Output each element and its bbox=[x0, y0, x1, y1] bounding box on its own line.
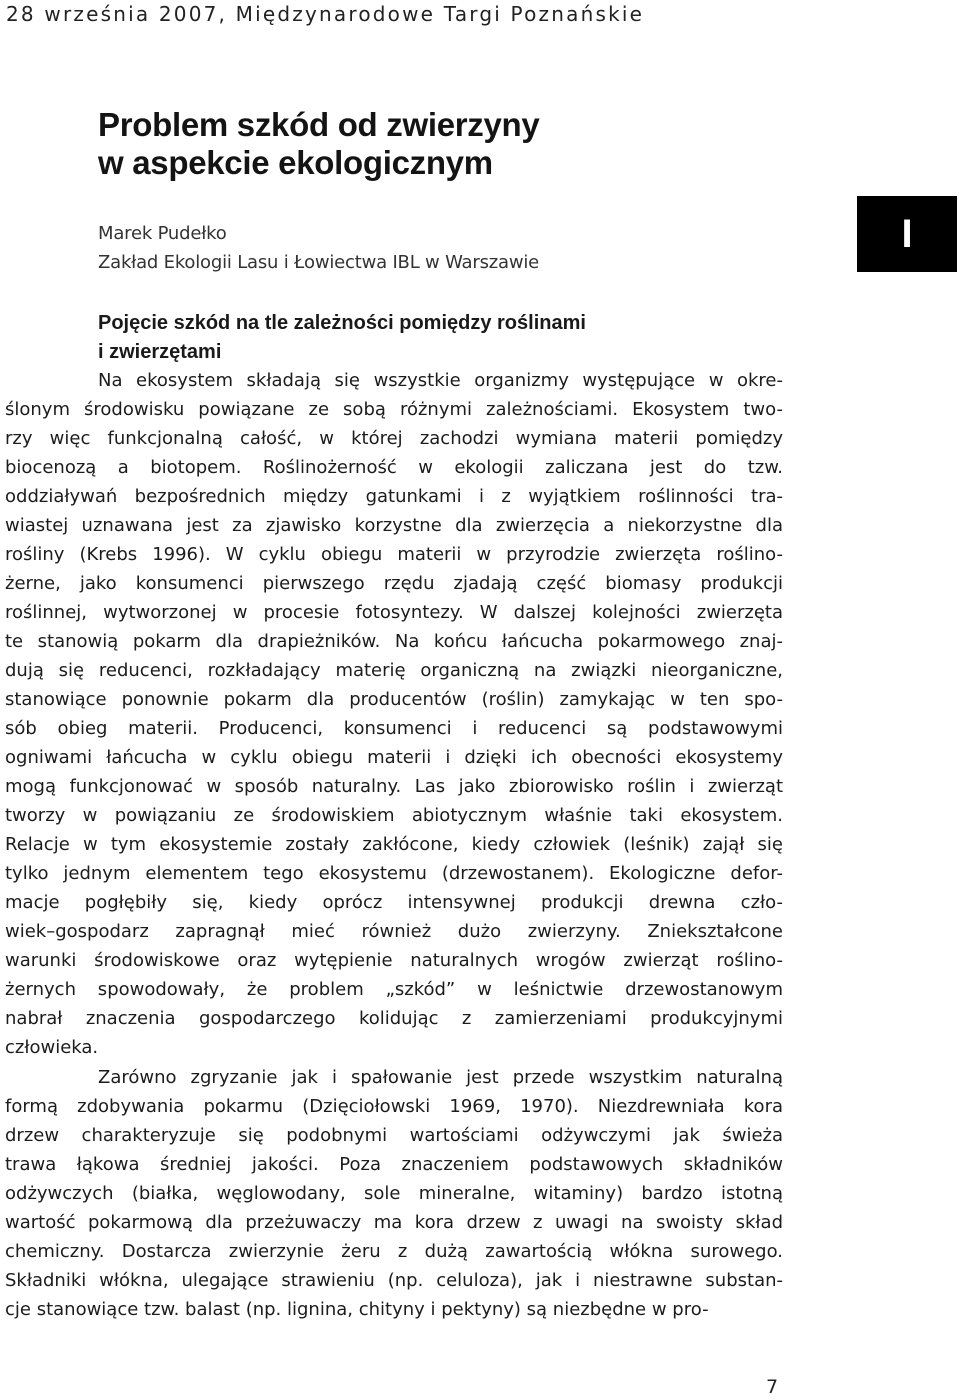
paragraph-line: drzew charakteryzuje się podobnymi wartościami odżywczymi jak świeża bbox=[5, 1125, 783, 1146]
paragraph-line: chemiczny. Dostarcza zwierzynie żeru z dużą zawartością włókna surowego. bbox=[5, 1241, 783, 1262]
paragraph-line: żernych spowodowały, że problem „szkód” w leśnictwie drzewostanowym bbox=[5, 979, 783, 1000]
paragraph-line: macje pogłębiły się, kiedy oprócz intensywnej produkcji drewna czło- bbox=[5, 892, 783, 913]
paragraph-line: formą zdobywania pokarmu (Dzięciołowski 1969, 1970). Niezdrewniała kora bbox=[5, 1096, 783, 1117]
paragraph-line: roślinnej, wytworzonej w procesie fotosyntezy. W dalszej kolejności zwierzęta bbox=[5, 602, 783, 623]
paragraph-line: Relacje w tym ekosystemie zostały zakłócone, kiedy człowiek (leśnik) zajął się bbox=[5, 834, 783, 855]
paragraph-line: trawa łąkowa średniej jakości. Poza znaczeniem podstawowych składników bbox=[5, 1154, 783, 1175]
paragraph-line: rzy więc funkcjonalną całość, w której zachodzi wymiana materii pomiędzy bbox=[5, 428, 783, 449]
title-line: Problem szkód od zwierzyny bbox=[98, 106, 540, 143]
paragraph-line: cje stanowiące tzw. balast (np. lignina, chityny i pektyny) są niezbędne w pro- bbox=[5, 1299, 709, 1320]
body-paragraph bbox=[5, 1063, 783, 1324]
paragraph-line: wartość pokarmową dla przeżuwaczy ma kora drzew z uwagi na swoisty skład bbox=[5, 1212, 783, 1233]
paragraph-line: biocenozą a biotopem. Roślinożerność w ekologii zaliczana jest do tzw. bbox=[5, 457, 783, 478]
article-title bbox=[98, 106, 539, 182]
paragraph-line: wiek–gospodarz zapragnął mieć również dużo zwierzyny. Zniekształcone bbox=[5, 921, 783, 942]
section-heading-line: i zwierzętami bbox=[98, 341, 222, 363]
paragraph-line: tworzy w powiązaniu ze środowiskiem abiotycznym właśnie taki ekosystem. bbox=[5, 805, 783, 826]
title-line: w aspekcie ekologicznym bbox=[98, 144, 493, 181]
page-number: 7 bbox=[766, 1376, 779, 1398]
paragraph-line: nabrał znaczenia gospodarczego kolidując z zamierzeniami produkcyjnymi bbox=[5, 1008, 783, 1029]
paragraph-line: mogą funkcjonować w sposób naturalny. Las jako zbiorowisko roślin i zwierząt bbox=[5, 776, 783, 797]
body-paragraph bbox=[5, 366, 783, 1062]
paragraph-line: oddziaływań bezpośrednich między gatunkami i z wyjątkiem roślinności tra- bbox=[5, 486, 783, 507]
paragraph-line: człowieka. bbox=[5, 1037, 99, 1058]
author-affiliation: Zakład Ekologii Lasu i Łowiectwa IBL w Warszawie bbox=[98, 252, 540, 273]
section-heading bbox=[98, 309, 586, 367]
paragraph-line: stanowiące ponownie pokarm dla producentów (roślin) zamykając w ten spo- bbox=[5, 689, 783, 710]
running-header: 28 września 2007, Międzynarodowe Targi Poznańskie bbox=[6, 2, 645, 26]
section-heading-line: Pojęcie szkód na tle zależności pomiędzy roślinami bbox=[98, 312, 586, 334]
paragraph-line: żerne, jako konsumenci pierwszego rzędu zjadają część biomasy produkcji bbox=[5, 573, 783, 594]
section-tab: I bbox=[857, 196, 957, 272]
paragraph-line: ogniwami łańcucha w cyklu obiegu materii i dzięki ich obecności ekosystemy bbox=[5, 747, 783, 768]
paragraph-line: dują się reducenci, rozkładający materię organiczną na związki nieorganiczne, bbox=[5, 660, 783, 681]
paragraph-line: tylko jednym elementem tego ekosystemu (drzewostanem). Ekologiczne defor- bbox=[5, 863, 783, 884]
paragraph-line: rośliny (Krebs 1996). W cyklu obiegu materii w przyrodzie zwierzęta roślino- bbox=[5, 544, 783, 565]
paragraph-line: Składniki włókna, ulegające strawieniu (np. celuloza), jak i niestrawne substan- bbox=[5, 1270, 783, 1291]
paragraph-line: te stanowią pokarm dla drapieżników. Na końcu łańcucha pokarmowego znaj- bbox=[5, 631, 783, 652]
paragraph-line: odżywczych (białka, węglowodany, sole mineralne, witaminy) bardzo istotną bbox=[5, 1183, 783, 1204]
paragraph-line: Zarówno zgryzanie jak i spałowanie jest przede wszystkim naturalną bbox=[98, 1067, 783, 1088]
paragraph-line: ślonym środowisku powiązane ze sobą różnymi zależnościami. Ekosystem two- bbox=[5, 399, 783, 420]
paragraph-line: Na ekosystem składają się wszystkie organizmy występujące w okre- bbox=[98, 370, 783, 391]
paragraph-line: sób obieg materii. Producenci, konsumenci i reducenci są podstawowymi bbox=[5, 718, 783, 739]
paragraph-line: warunki środowiskowe oraz wytępienie naturalnych wrogów zwierząt roślino- bbox=[5, 950, 783, 971]
paragraph-line: wiastej uznawana jest za zjawisko korzystne dla zwierzęcia a niekorzystne dla bbox=[5, 515, 783, 536]
author-name: Marek Pudełko bbox=[98, 223, 227, 244]
